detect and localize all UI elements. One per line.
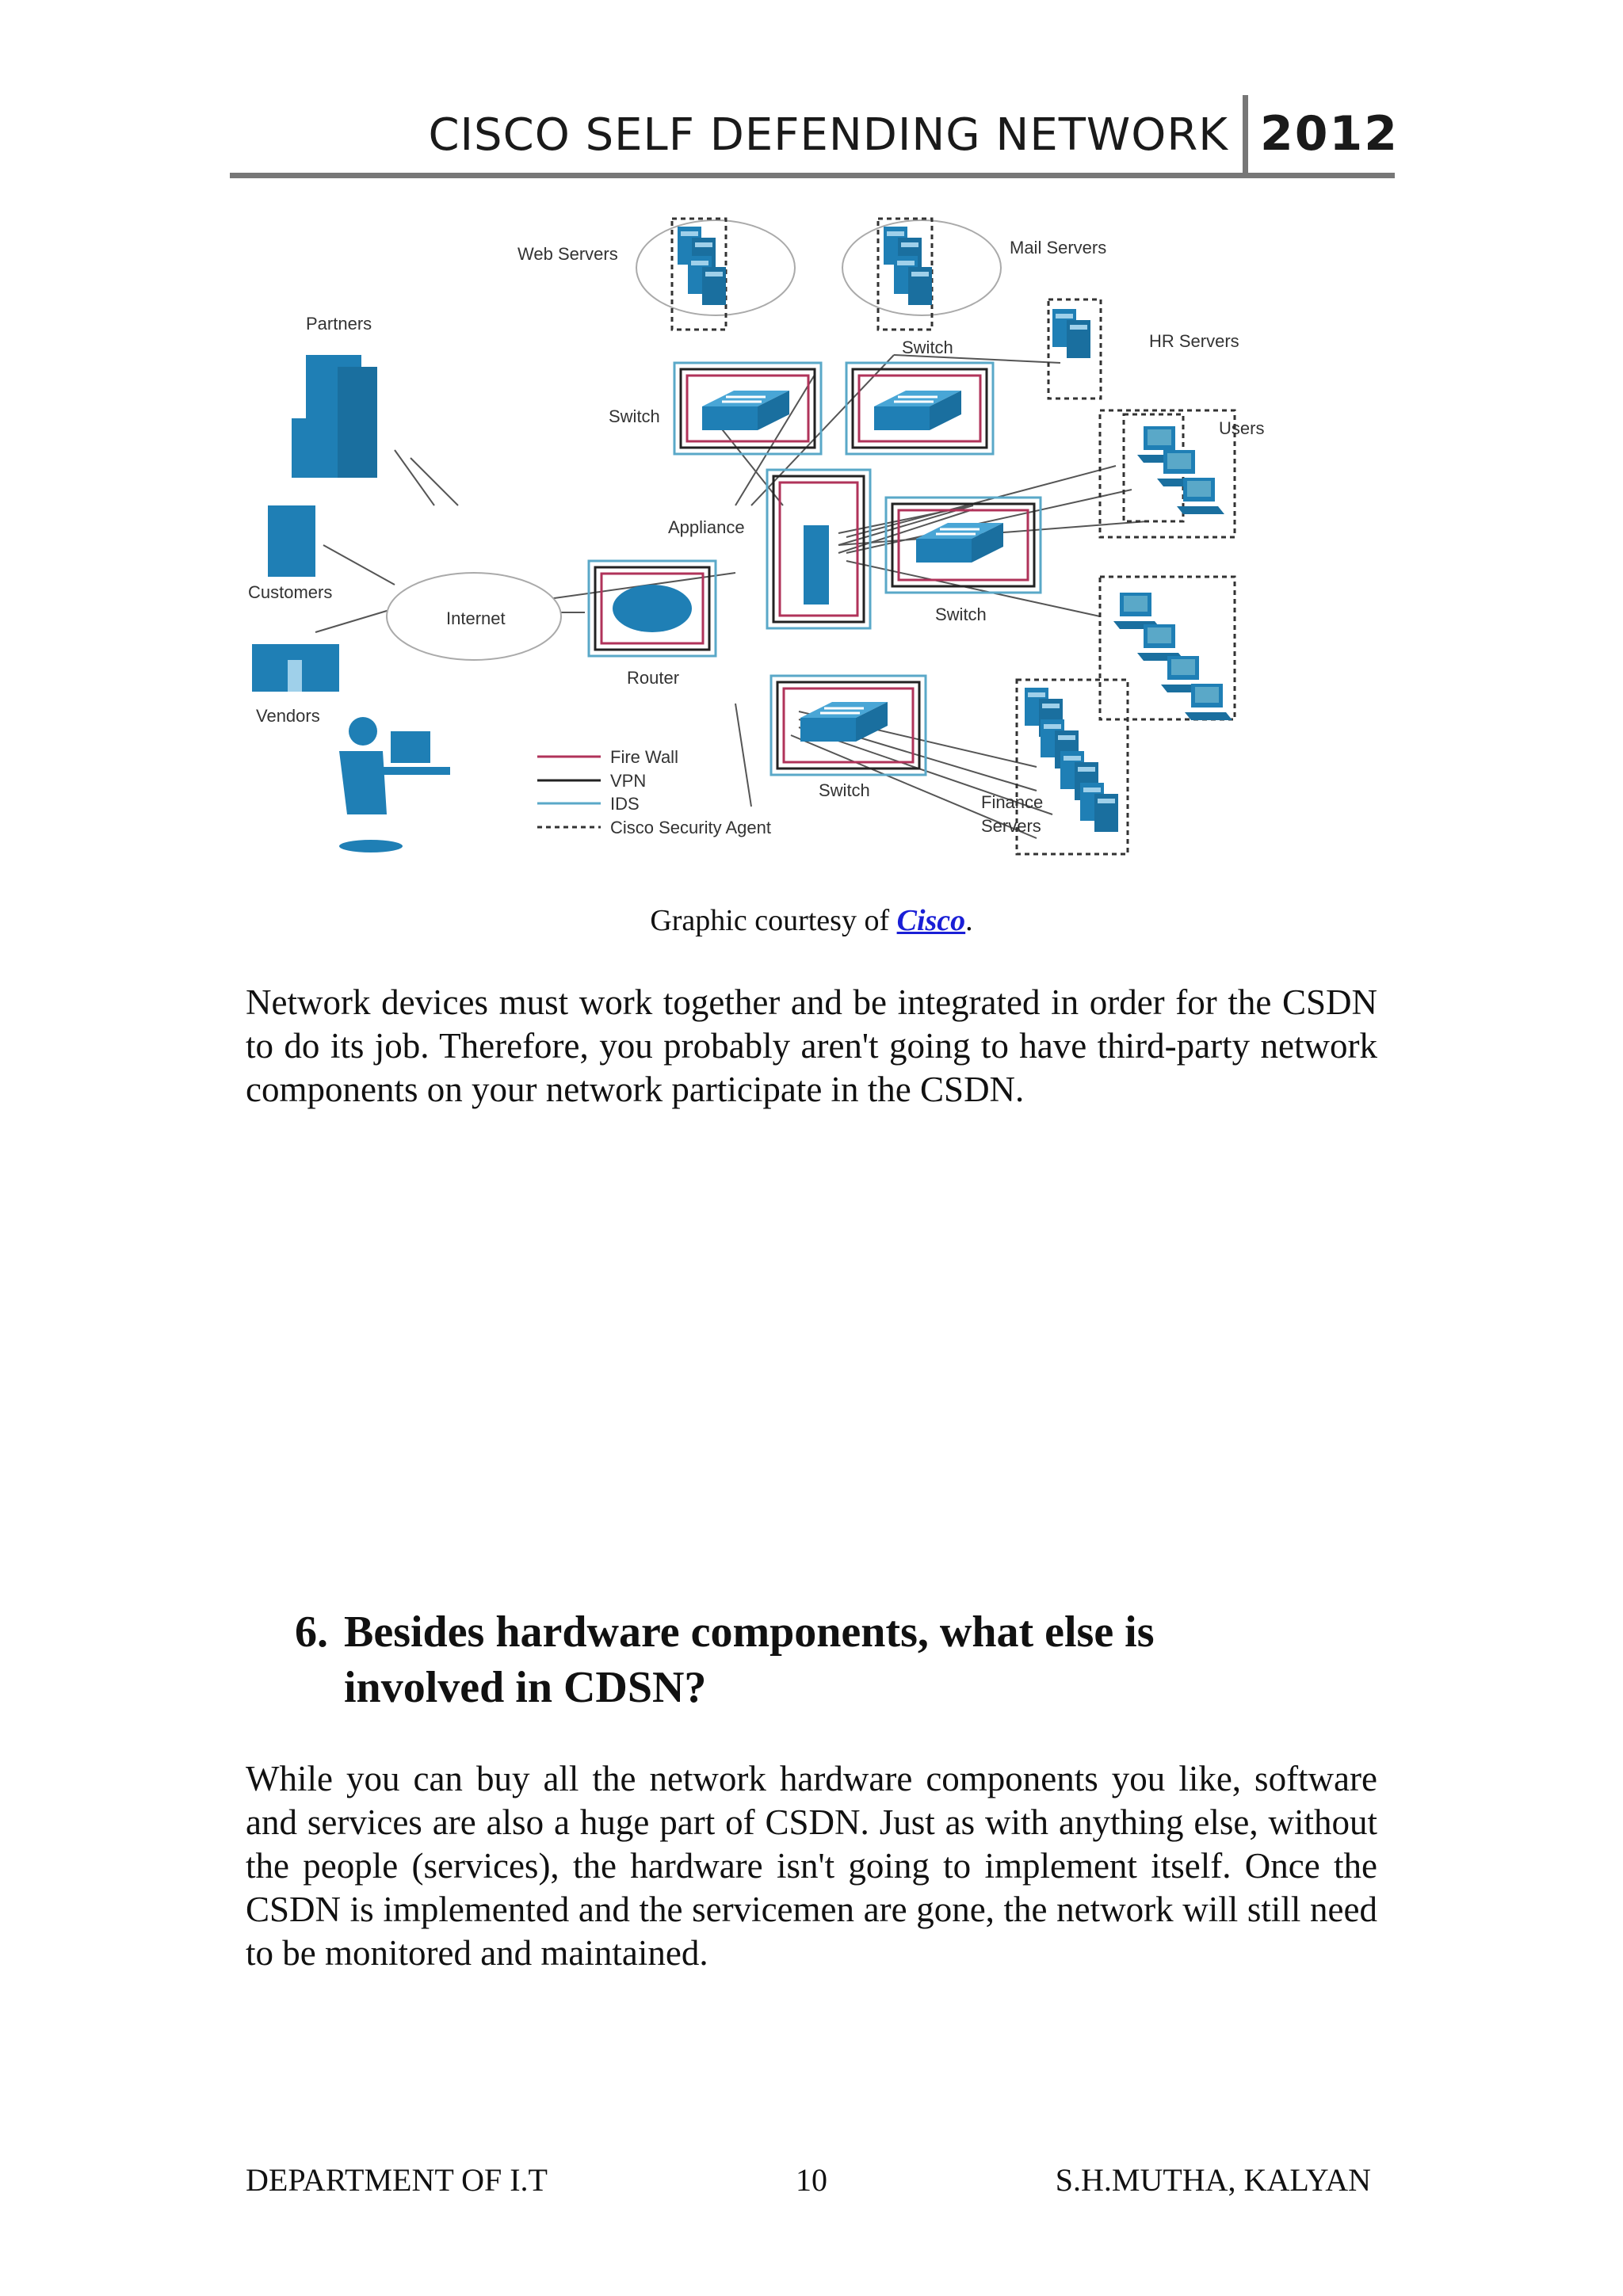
footer-page-number: 10 <box>796 2162 827 2198</box>
label-partners: Partners <box>306 314 372 334</box>
network-diagram <box>244 212 1268 873</box>
legend-ids: IDS <box>610 794 640 814</box>
caption-link[interactable]: Cisco <box>896 904 966 937</box>
label-switch-bottom: Switch <box>819 780 870 800</box>
label-hr-servers: HR Servers <box>1149 331 1239 351</box>
label-appliance: Appliance <box>668 517 745 537</box>
legend-firewall: Fire Wall <box>610 747 678 767</box>
header-year: 2012 <box>1260 106 1399 162</box>
label-customers: Customers <box>248 582 333 602</box>
caption-prefix: Graphic courtesy of <box>650 904 897 937</box>
header-title: CISCO SELF DEFENDING NETWORK <box>428 109 1228 161</box>
footer-department: DEPARTMENT OF I.T <box>246 2162 548 2198</box>
label-users: Users <box>1219 418 1265 438</box>
label-vendors: Vendors <box>256 706 320 726</box>
router-icon <box>613 585 692 632</box>
caption-suffix: . <box>965 904 973 937</box>
label-mail-servers: Mail Servers <box>1010 238 1107 257</box>
section-number: 6. <box>295 1608 328 1657</box>
user-at-desk-icon <box>339 717 450 852</box>
section-title: Besides hardware components, what else is involved in CDSN? <box>344 1608 1155 1712</box>
header-separator <box>1243 95 1248 177</box>
label-switch-mid: Switch <box>935 605 987 624</box>
header-rule <box>230 173 1395 178</box>
footer-institution: S.H.MUTHA, KALYAN <box>1055 2162 1371 2198</box>
paragraph-software-services: While you can buy all the network hardware components you like, software and services are also a huge part of CSDN. Just as with anything else, without the people (services), the hardware isn't going to implement itself. Once the CSDN is implemented and the servicemen are gone, the network will still need to be monitored and maintained. <box>246 1759 1377 1973</box>
partners-building-icon <box>292 355 377 478</box>
legend-vpn: VPN <box>610 771 647 791</box>
page-header <box>230 95 1399 179</box>
legend-csa: Cisco Security Agent <box>610 818 771 837</box>
legend <box>537 747 771 837</box>
figure-caption <box>0 903 1623 938</box>
label-router: Router <box>627 668 680 688</box>
label-switch-top-right: Switch <box>902 338 953 357</box>
label-switch-top-left: Switch <box>609 406 660 426</box>
label-finance-servers-2: Servers <box>981 816 1041 836</box>
label-finance-servers-1: Finance <box>981 792 1044 812</box>
paragraph-integration: Network devices must work together and be integrated in order for the CSDN to do its job. Therefore, you probably aren't going to have third-party network components on your network participate in the CSDN. <box>246 982 1377 1109</box>
customers-building-icon <box>268 505 315 577</box>
firewall-appliance-icon <box>804 525 829 605</box>
label-web-servers: Web Servers <box>517 244 618 264</box>
label-internet: Internet <box>446 608 506 628</box>
